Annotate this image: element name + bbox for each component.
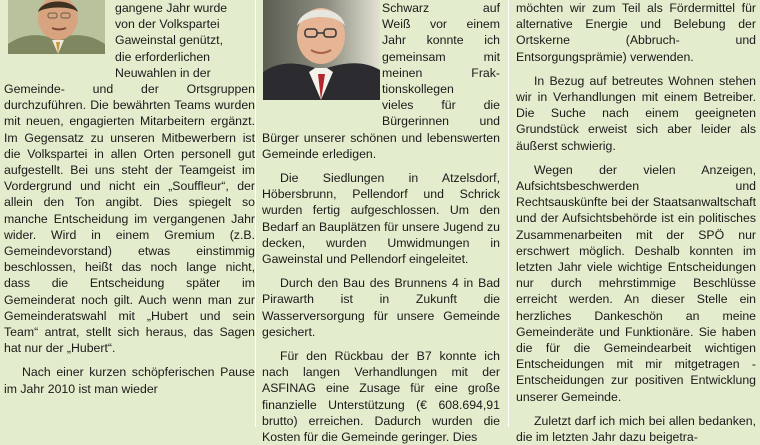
paragraph: In Bezug auf betreutes Wohnen stehen wir in Verhandlungen mit einem Betreiber. Die Suche nach einem geeigneten Grundstück erweist sich aber leider als äußerst schwierig. bbox=[516, 73, 756, 153]
text-line: Bürgerinnen und bbox=[382, 114, 500, 129]
column-divider bbox=[255, 0, 256, 427]
paragraph: Zuletzt darf ich mich bei allen bedanken, die im letzten Jahr dazu beigetra- bbox=[516, 413, 756, 445]
text-line: die erforderlichen bbox=[115, 49, 211, 64]
portrait-photo-mayor bbox=[263, 0, 380, 100]
text-line: tionskollegen bbox=[382, 82, 454, 97]
portrait-photo-small bbox=[8, 0, 105, 54]
paragraph: Wegen der vielen Anzeigen, Aufsichtsbeschwerden und Rechtsauskünfte bei der Staatsanwaltschaft und der Aufsichtsbehörde ist ein politisches Zusammenarbeiten mit der SPÖ nur erschwert möglich. Deshalb konnten im letzten Jahr viele wichtige Entscheidungen nur durch mehrstimmige Beschlüsse erreicht werden. An dieser Stelle ein herzliches Dankeschön an meine Gemeinderäte und Funktionäre. Sie haben die für die Gemeindearbeit wichtigen Entscheidungen mit mir mitgetragen - Entscheidungen zur positiven Entwicklung unserer Gemeinde. bbox=[516, 162, 756, 404]
paragraph: Die Siedlungen in Atzelsdorf, Höbersbrunn, Pellendorf und Schrick wurden fertig aufgeschlossen. Um den Bedarf an Bauplätzen für unsere Jugend zu decken, wurden Umwidmungen in Gaweinstal und Pellendorf eingeleitet. bbox=[262, 171, 500, 267]
paragraph: möchten wir zum Teil als Fördermittel für alternative Energie und Belebung der Ortskerne (Abbruch- und Entsorgungsprämie) verwenden. bbox=[516, 1, 756, 64]
text-line: Jahr konnte ich bbox=[382, 33, 500, 48]
text-line: Neuwahlen in der bbox=[115, 65, 211, 80]
text-line: gemeinsam mit bbox=[382, 49, 500, 64]
paragraph: Durch den Bau des Brunnens 4 in Bad Pirawarth ist in Zukunft die Wasserversorgung für unsere Gemeinde gesichert. bbox=[262, 276, 500, 339]
text-line: Schwarz auf bbox=[382, 1, 500, 15]
paragraph: Für den Rückbau der B7 konnte ich nach langen Verhandlungen mit der ASFINAG eine Zusage für eine große finanzielle Unterstützung (€ 608.694,91 brutto) erreichen. Dadurch wurden die Kosten für die Gemeinde geringer. Dies bbox=[262, 349, 500, 445]
column-divider bbox=[508, 0, 509, 427]
text-line: gangene Jahr wurde bbox=[115, 1, 228, 15]
column-left bbox=[0, 0, 255, 427]
column-right bbox=[516, 0, 756, 445]
text-line: vieles für die bbox=[382, 98, 500, 113]
photo-caption-flow-middle bbox=[382, 0, 500, 130]
paragraph: Nach einer kurzen schöpferischen Pause im Jahr 2010 ist man wieder bbox=[4, 365, 255, 396]
text-line: meinen Frak- bbox=[382, 65, 500, 80]
paragraph: Bürger unserer schönen und lebenswerten Gemeinde erledigen. bbox=[262, 130, 500, 161]
text-line: Gaweinstal genützt, bbox=[115, 33, 224, 48]
text-line: Weiß vor einem bbox=[382, 17, 500, 32]
paragraph: Gemeinde- und der Ortsgruppen durchzuführen. Die bewährten Teams wurden mit neuen, engagierten Mitarbeitern ergänzt. Im Gegensatz zu unseren Mitbewerbern ist die Volkspartei in allen Orten personell gut aufgestellt. Bei uns steht der Teamgeist im Vordergrund und nicht ein „Souffleur“, der allein den Ton angibt. Dies spiegelt so manche Entscheidung im vergangenen Jahr wider. Wird in einem Gremium (z.B. Gemeindevorstand) etwas einstimmig beschlossen, heißt das noch lange nicht, dass die Entscheidung später im Gemeinderat noch gilt. Auch wenn man zur Gemeinderatswahl mit „Hubert und sein Team“ antrat, stellt sich heraus, das Sagen hat nur der „Hubert“. bbox=[4, 82, 255, 356]
text-line: von der Volkspartei bbox=[115, 17, 220, 32]
photo-caption-flow-left bbox=[115, 0, 255, 81]
